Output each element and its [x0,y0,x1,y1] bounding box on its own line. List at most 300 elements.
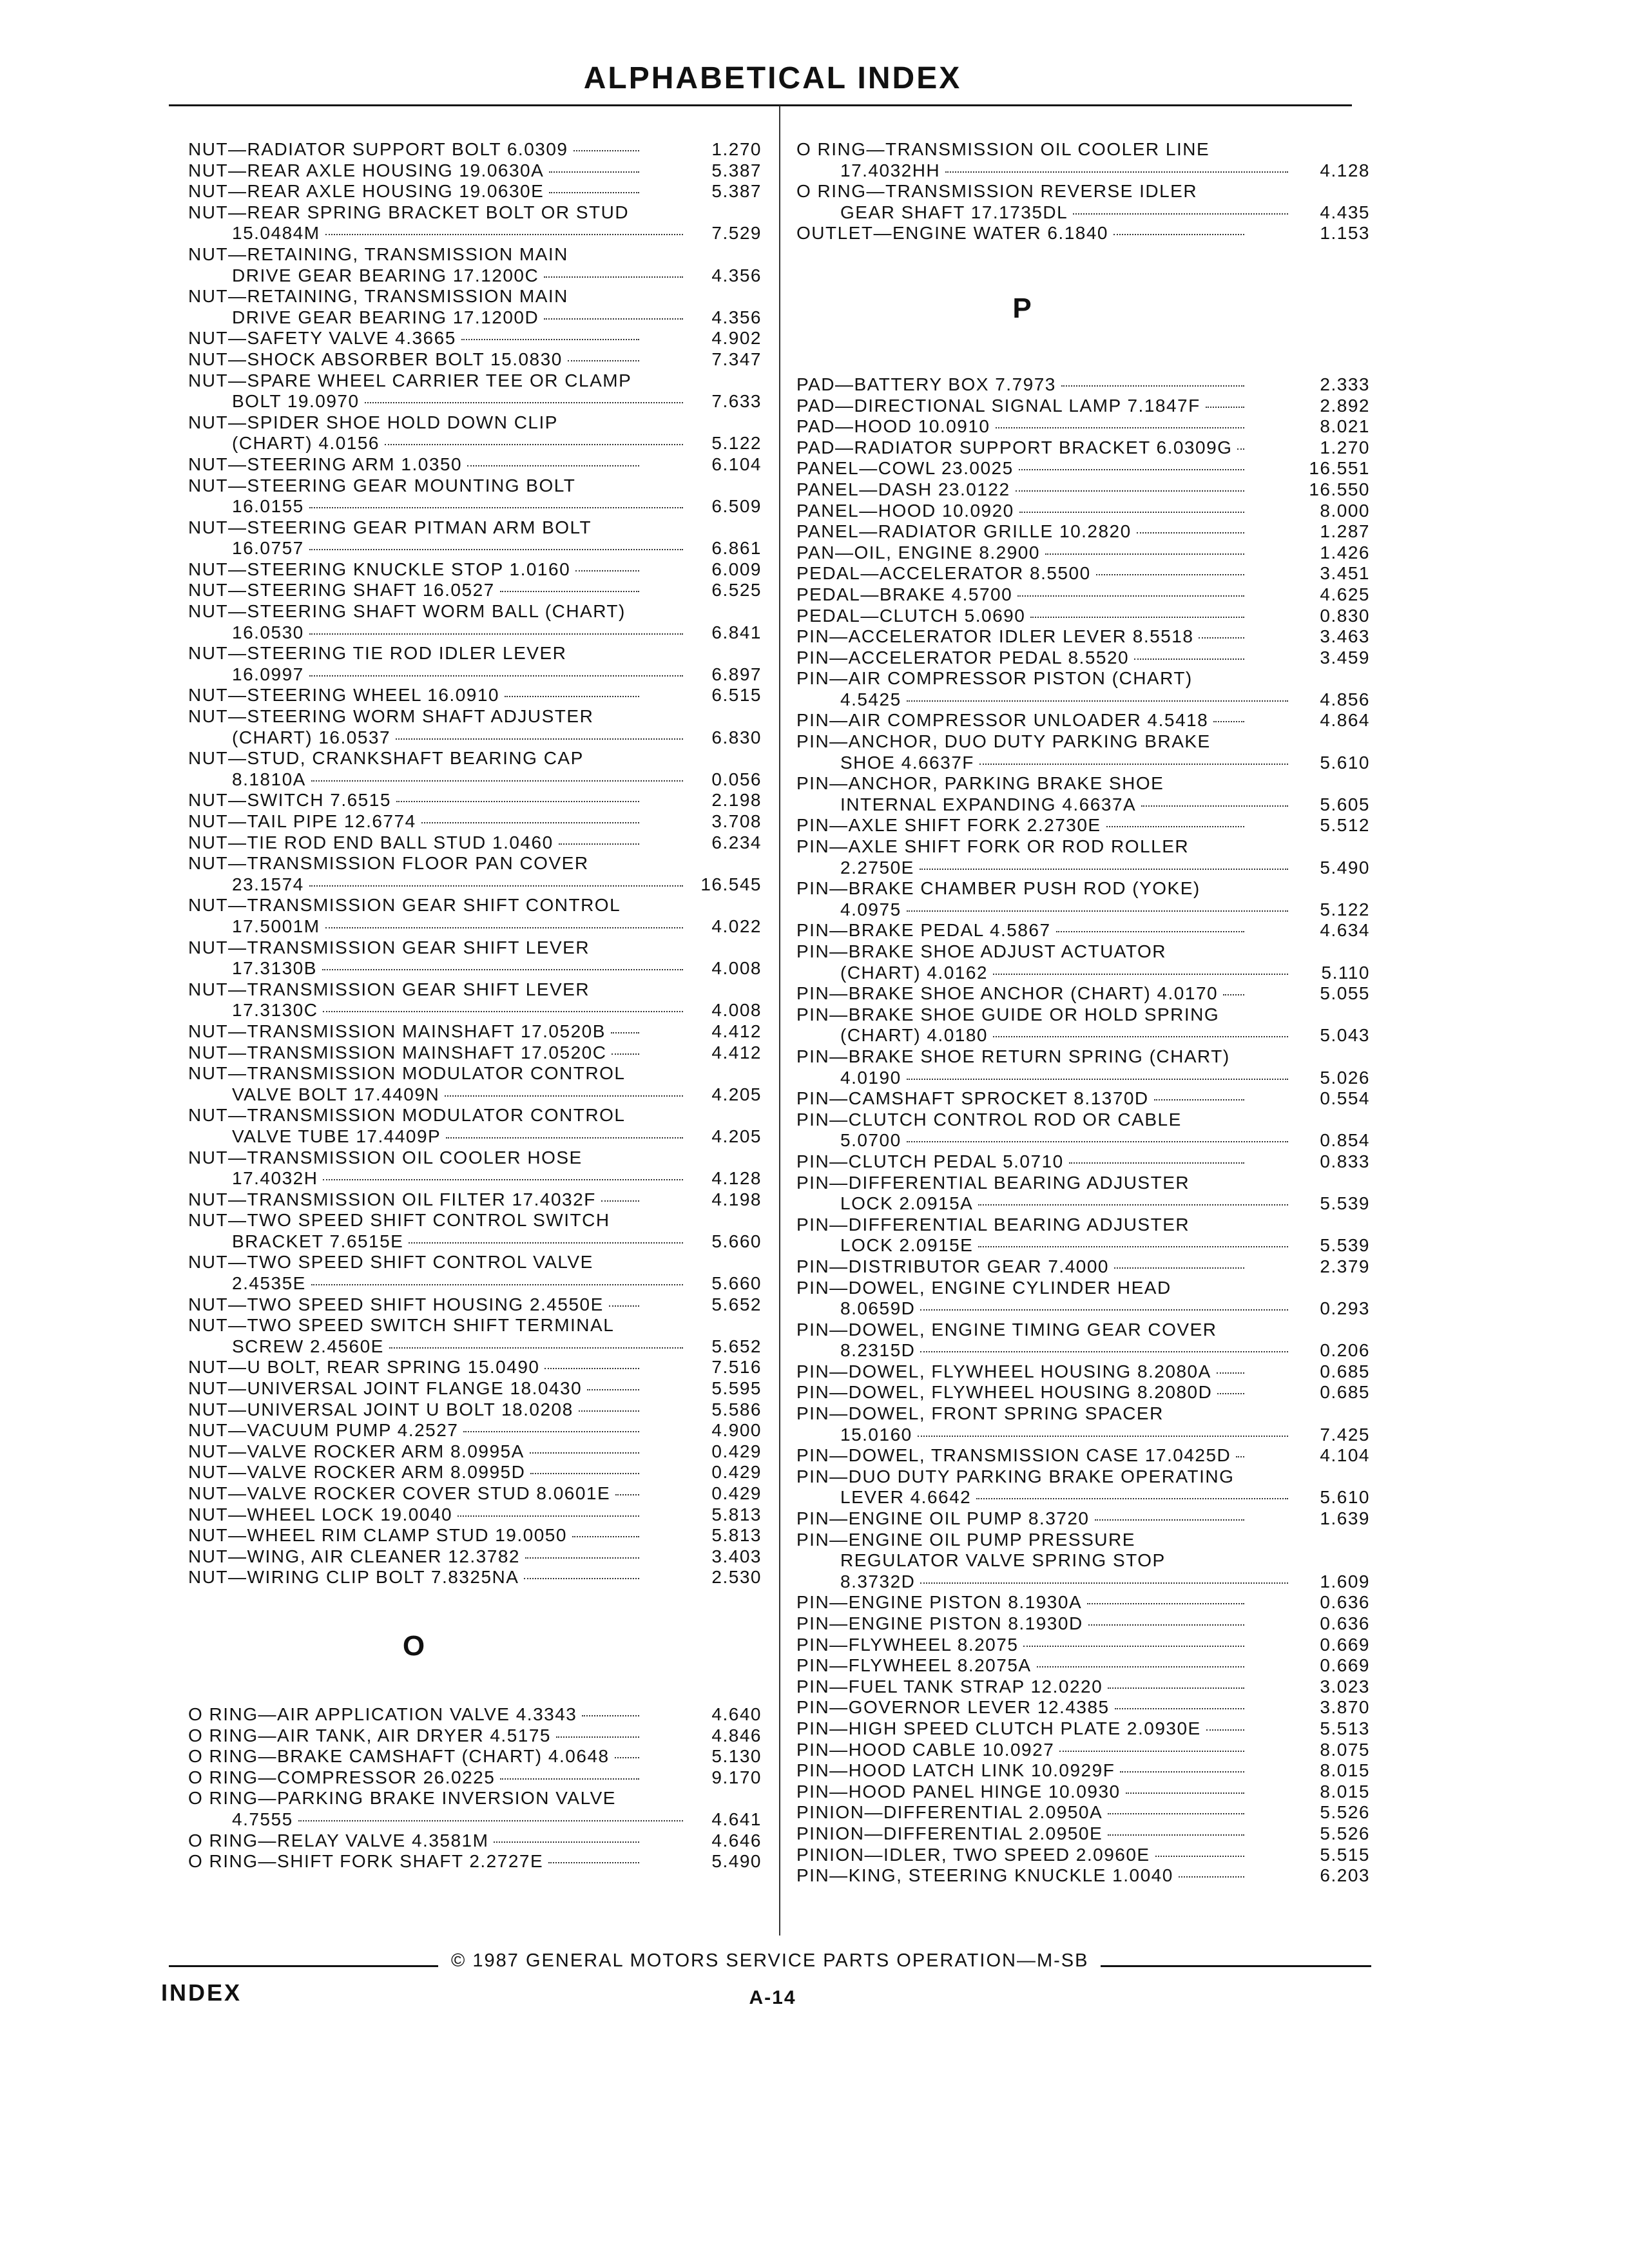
dot-leader [1155,1856,1244,1857]
page-number: A-14 [749,1987,796,2008]
entry-text: NUT—SPARE WHEEL CARRIER TEE OR CLAMP [188,370,632,390]
entry-text: PIN—FLYWHEEL 8.2075A [796,1655,1032,1676]
entry-text: 15.0484M [232,223,320,244]
section-o-entries [188,1704,762,1872]
index-entry [188,1441,762,1463]
index-entry [796,983,1376,1004]
entry-text: NUT—SWITCH 7.6515 [188,790,391,811]
entry-page-ref: 4.412 [711,1021,762,1041]
entry-text: NUT—WIRING CLIP BOLT 7.8325NA [188,1567,519,1588]
entry-page-ref: 4.356 [711,265,762,285]
entry-text: NUT—TRANSMISSION GEAR SHIFT CONTROL [188,895,621,916]
index-entry [796,139,1376,181]
index-entry [796,1215,1376,1256]
entry-text: NUT—WHEEL LOCK 19.0040 [188,1504,453,1524]
index-entry [188,601,762,643]
index-entry [796,479,1376,501]
entry-text: NUT—TRANSMISSION FLOOR PAN COVER [188,853,589,874]
dot-leader [1096,574,1244,575]
entry-text: NUT—STEERING GEAR MOUNTING BOLT [188,475,576,495]
dot-leader [1120,1771,1244,1773]
entry-page-ref: 4.198 [711,1189,762,1209]
index-entry [796,1151,1376,1173]
entry-text: PAN—OIL, ENGINE 8.2900 [796,542,1040,562]
entry-text: 4.7555 [232,1809,293,1829]
entry-page-ref: 9.170 [711,1767,762,1787]
entry-page-ref: 0.830 [1320,605,1370,626]
index-entry [796,521,1376,543]
index-entry [796,1403,1376,1445]
entry-text: LEVER 4.6642 [840,1487,972,1508]
entry-text: PIN—HIGH SPEED CLUTCH PLATE 2.0930E [796,1718,1201,1738]
entry-page-ref: 4.640 [711,1704,762,1724]
dot-leader [545,1368,639,1369]
index-entry [188,1399,762,1421]
index-entry [188,1021,762,1043]
entry-text: 8.0659D [840,1298,916,1319]
entry-text: PIN—GOVERNOR LEVER 12.4385 [796,1697,1110,1718]
entry-page-ref: 0.429 [711,1462,762,1483]
index-entry [188,139,762,160]
index-entry [188,286,762,328]
entry-text: PIN—ANCHOR, PARKING BRAKE SHOE [796,773,1164,794]
index-entry [796,1740,1376,1761]
entry-page-ref: 0.636 [1320,1592,1370,1613]
dot-leader [396,801,639,802]
index-entry [796,223,1376,244]
entry-text: PAD—HOOD 10.0910 [796,416,990,437]
entry-page-ref: 5.539 [1320,1235,1370,1256]
entry-page-ref: 5.610 [1320,752,1370,773]
index-entry [796,1635,1376,1656]
dot-leader [1108,1834,1244,1836]
title-rule [169,104,1352,106]
dot-leader [1206,407,1244,408]
entry-text: PIN—FUEL TANK STRAP 12.0220 [796,1676,1103,1696]
entry-text: PANEL—RADIATOR GRILLE 10.2820 [796,521,1132,542]
index-entry [796,563,1376,584]
index-entry [188,937,762,979]
entry-text: PANEL—DASH 23.0122 [796,479,1010,499]
entry-page-ref: 4.864 [1320,710,1370,731]
entry-text: O RING—COMPRESSOR 26.0225 [188,1767,496,1787]
dot-leader [978,1204,1288,1206]
dot-leader [544,276,683,278]
entry-text: 17.4032HH [840,160,941,180]
index-entry [188,1462,762,1483]
entry-text: NUT—TRANSMISSION GEAR SHIFT LEVER [188,979,590,999]
entry-page-ref: 6.861 [711,538,762,559]
entry-page-ref: 5.660 [711,1231,762,1251]
index-entry [188,181,762,202]
entry-page-ref: 6.234 [711,832,762,852]
entry-text: 4.0975 [840,899,901,919]
dot-leader [609,1305,639,1307]
dot-leader [548,1862,639,1863]
entry-text: PIN—AIR COMPRESSOR UNLOADER 4.5418 [796,710,1209,731]
index-entry [796,1845,1376,1866]
index-entry [188,1294,762,1316]
index-entry [188,1525,762,1546]
dot-leader [463,1431,639,1432]
dot-leader [525,1557,639,1559]
entry-page-ref: 6.009 [711,559,762,579]
entry-text: PIN—BRAKE SHOE RETURN SPRING (CHART) [796,1046,1230,1066]
entry-text: DRIVE GEAR BEARING 17.1200D [232,307,539,327]
entry-text: NUT—U BOLT, REAR SPRING 15.0490 [188,1357,540,1378]
dot-leader [979,764,1288,765]
dot-leader [556,1736,639,1738]
dot-leader [1114,1267,1244,1269]
dot-leader [1236,1456,1244,1457]
index-entry [796,416,1376,437]
dot-leader [612,1053,639,1055]
dot-leader [1016,490,1244,492]
entry-text: O RING—TRANSMISSION OIL COOLER LINE [796,139,1210,159]
dot-leader [568,360,639,361]
entry-page-ref: 7.347 [711,349,762,369]
dot-leader [1019,512,1244,513]
dot-leader [579,1410,639,1412]
entry-text: 5.0700 [840,1130,901,1151]
entry-text: PIN—ACCELERATOR IDLER LEVER 8.5518 [796,626,1194,647]
entry-page-ref: 6.830 [711,727,762,747]
entry-text: BRACKET 7.6515E [232,1231,404,1251]
entry-text: NUT—STEERING ARM 1.0350 [188,454,463,474]
left-column [188,139,762,1872]
entry-text: PIN—HOOD CABLE 10.0927 [796,1739,1055,1760]
entry-page-ref: 6.897 [711,664,762,684]
entry-text: O RING—PARKING BRAKE INVERSION VALVE [188,1788,616,1809]
index-entry [188,160,762,182]
entry-text: PIN—ENGINE PISTON 8.1930A [796,1592,1083,1613]
dot-leader [1217,1372,1244,1374]
dot-leader [907,910,1288,912]
dot-leader [1108,1813,1244,1814]
entry-text: PANEL—COWL 23.0025 [796,458,1014,479]
dot-leader [1115,1708,1244,1709]
dot-leader [396,738,683,740]
index-entry [796,374,1376,396]
entry-text: LOCK 2.0915E [840,1235,974,1256]
index-entry [796,181,1376,223]
entry-text: NUT—STEERING WHEEL 16.0910 [188,685,499,706]
entry-text: (CHART) 4.0156 [232,433,380,454]
entry-page-ref: 0.056 [711,769,762,789]
entry-text: NUT—STEERING KNUCKLE STOP 1.0160 [188,559,571,579]
index-entry [188,1504,762,1526]
entry-page-ref: 4.104 [1320,1445,1370,1466]
dot-leader [907,1079,1288,1080]
dot-leader [1088,1624,1244,1626]
dot-leader [920,1351,1288,1352]
index-entry [796,1530,1376,1593]
entry-text: 16.0757 [232,538,304,559]
entry-page-ref: 2.530 [711,1567,762,1588]
dot-leader [385,444,683,445]
entry-text: (CHART) 4.0162 [840,962,988,983]
entry-text: NUT—TRANSMISSION MODULATOR CONTROL [188,1105,626,1126]
dot-leader [976,1498,1288,1499]
entry-page-ref: 5.586 [711,1399,762,1419]
entry-page-ref: 5.043 [1320,1025,1370,1046]
entry-page-ref: 5.055 [1320,983,1370,1004]
footer-section-label: INDEX [161,1979,242,2006]
index-entry [188,643,762,685]
index-entry [796,1382,1376,1403]
index-entry [188,748,762,790]
entry-page-ref: 4.856 [1320,689,1370,709]
dot-leader [615,1494,639,1495]
index-entry [796,1046,1376,1088]
entry-text: 17.3130B [232,958,317,979]
dot-leader [1059,1751,1244,1752]
entry-text: NUT—VALVE ROCKER COVER STUD 8.0601E [188,1483,611,1503]
entry-page-ref: 1.153 [1320,223,1370,244]
index-entry [188,1704,762,1725]
entry-page-ref: 1.270 [1320,437,1370,457]
entry-page-ref: 3.451 [1320,563,1370,584]
entry-text: (CHART) 16.0537 [232,727,391,747]
entry-page-ref: 2.333 [1320,374,1370,394]
index-entry [188,370,762,412]
entry-page-ref: 4.412 [711,1042,762,1062]
entry-text: PINION—DIFFERENTIAL 2.0950A [796,1802,1103,1823]
entry-text: LOCK 2.0915A [840,1193,974,1214]
index-entry [188,476,762,517]
entry-text: PIN—FLYWHEEL 8.2075 [796,1634,1019,1655]
dot-leader [572,1536,639,1537]
entry-text: NUT—TRANSMISSION GEAR SHIFT LEVER [188,937,590,957]
entry-page-ref: 5.387 [711,160,762,180]
entry-page-ref: 0.636 [1320,1613,1370,1633]
dot-leader [1134,658,1244,660]
entry-text: 17.4032H [232,1168,318,1189]
dot-leader [907,700,1288,702]
entry-text: 8.3732D [840,1571,916,1591]
entry-text: O RING—BRAKE CAMSHAFT (CHART) 4.0648 [188,1746,610,1767]
index-entry [796,1508,1376,1530]
entry-text: SCREW 2.4560E [232,1336,384,1356]
dot-leader [500,591,639,592]
entry-page-ref: 3.459 [1320,647,1370,668]
entry-page-ref: 0.833 [1320,1151,1370,1171]
entry-text: PIN—ACCELERATOR PEDAL 8.5520 [796,647,1130,668]
index-entry [188,979,762,1021]
entry-page-ref: 5.515 [1320,1844,1370,1865]
index-entry [188,412,762,454]
index-entry [188,580,762,601]
entry-page-ref: 4.008 [711,958,762,979]
entry-page-ref: 16.545 [700,874,762,894]
entry-page-ref: 4.634 [1320,920,1370,941]
index-entry [188,706,762,748]
entry-text: PIN—ENGINE OIL PUMP 8.3720 [796,1508,1090,1529]
entry-text: PINION—DIFFERENTIAL 2.0950E [796,1823,1103,1843]
entry-text: NUT—STEERING WORM SHAFT ADJUSTER [188,706,594,727]
entry-page-ref: 0.669 [1320,1655,1370,1676]
index-entry [188,685,762,706]
index-entry [796,606,1376,627]
entry-text: PIN—AIR COMPRESSOR PISTON (CHART) [796,668,1193,689]
index-entry [796,1320,1376,1361]
entry-page-ref: 1.287 [1320,521,1370,542]
index-entry [796,1256,1376,1278]
entry-page-ref: 5.813 [711,1525,762,1546]
entry-text: PAD—DIRECTIONAL SIGNAL LAMP 7.1847F [796,395,1200,416]
entry-text: PIN—DUO DUTY PARKING BRAKE OPERATING [796,1466,1235,1486]
entry-text: O RING—TRANSMISSION REVERSE IDLER [796,181,1198,202]
footer-copyright: © 1987 GENERAL MOTORS SERVICE PARTS OPERATION—M-SB [451,1950,1089,1971]
dot-leader [559,843,639,845]
right-top-entries [796,139,1376,244]
index-entry [188,1043,762,1064]
entry-text: PAD—RADIATOR SUPPORT BRACKET 6.0309G [796,437,1233,457]
entry-text: NUT—TRANSMISSION OIL COOLER HOSE [188,1147,583,1168]
index-entry [796,501,1376,522]
entry-text: PIN—ANCHOR, DUO DUTY PARKING BRAKE [796,731,1211,752]
index-entry [796,1823,1376,1845]
dot-leader [1087,1603,1244,1604]
index-entry [188,1788,762,1830]
entry-text: PANEL—HOOD 10.0920 [796,500,1014,521]
entry-page-ref: 5.513 [1320,1718,1370,1738]
index-entry [188,328,762,349]
entry-page-ref: 2.892 [1320,395,1370,416]
entry-text: 15.0160 [840,1424,912,1445]
dot-leader [309,507,683,508]
index-entry [188,790,762,811]
entry-page-ref: 4.435 [1320,202,1370,222]
entry-page-ref: 5.110 [1321,962,1370,983]
index-entry [796,1760,1376,1782]
index-entry [796,941,1376,983]
column-divider [779,106,780,1936]
index-entry [796,437,1376,459]
dot-leader [920,1309,1288,1311]
entry-page-ref: 0.685 [1320,1382,1370,1403]
dot-leader [322,969,683,970]
entry-text: PIN—AXLE SHIFT FORK 2.2730E [796,815,1101,836]
dot-leader [1073,213,1288,215]
index-entry [796,1592,1376,1613]
entry-page-ref: 5.595 [711,1378,762,1399]
dot-leader [445,1095,683,1097]
index-entry [796,773,1376,815]
index-entry [188,349,762,370]
entry-text: 17.5001M [232,916,320,936]
index-entry [796,458,1376,479]
dot-leader [409,1242,683,1244]
entry-text: O RING—RELAY VALVE 4.3581M [188,1830,489,1850]
entry-text: 16.0997 [232,664,304,684]
entry-page-ref: 5.387 [711,181,762,202]
dot-leader [1019,469,1244,470]
entry-text: 2.4535E [232,1273,306,1294]
dot-leader [1069,1162,1244,1164]
index-entry [188,832,762,854]
entry-page-ref: 0.206 [1320,1340,1370,1361]
index-entry [188,454,762,476]
dot-leader [505,696,639,697]
entry-text: NUT—TRANSMISSION OIL FILTER 17.4032F [188,1189,596,1209]
entry-page-ref: 4.205 [711,1126,762,1146]
entry-text: PIN—BRAKE PEDAL 4.5867 [796,920,1051,941]
footer-rule-left [169,1965,438,1967]
section-p-entries [796,374,1376,1887]
index-entry [188,1851,762,1872]
entry-text: 23.1574 [232,874,304,894]
index-entry [796,1802,1376,1823]
index-entry [796,626,1376,648]
entry-text: NUT—VALVE ROCKER ARM 8.0995A [188,1441,525,1461]
entry-page-ref: 4.641 [711,1809,762,1829]
dot-leader [907,1141,1288,1142]
entry-text: PIN—BRAKE SHOE GUIDE OR HOLD SPRING [796,1004,1220,1024]
entry-page-ref: 3.708 [711,811,762,831]
dot-leader [365,402,683,403]
entry-page-ref: 4.205 [711,1084,762,1104]
entry-page-ref: 6.841 [711,622,762,642]
dot-leader [945,171,1288,173]
index-entry [188,1725,762,1747]
entry-page-ref: 8.075 [1320,1739,1370,1760]
index-entry [188,1546,762,1568]
dot-leader [500,1778,639,1780]
entry-text: NUT—TRANSMISSION MAINSHAFT 17.0520C [188,1042,607,1062]
entry-text: NUT—TIE ROD END BALL STUD 1.0460 [188,832,554,852]
entry-text: 16.0155 [232,496,304,517]
entry-text: NUT—STEERING TIE ROD IDLER LEVER [188,643,567,664]
entry-text: PEDAL—CLUTCH 5.0690 [796,605,1026,626]
dot-leader [325,927,683,928]
entry-page-ref: 5.526 [1320,1802,1370,1823]
entry-text: NUT—STUD, CRANKSHAFT BEARING CAP [188,748,584,769]
entry-page-ref: 0.669 [1320,1634,1370,1655]
entry-text: NUT—TWO SPEED SHIFT HOUSING 2.4550E [188,1294,604,1314]
dot-leader [978,1246,1288,1247]
footer-rule-right [1101,1965,1371,1967]
entry-page-ref: 2.198 [711,790,762,811]
entry-page-ref: 1.426 [1320,542,1370,562]
index-entry [796,648,1376,669]
entry-text: 8.1810A [232,769,306,789]
entry-text: PAD—BATTERY BOX 7.7973 [796,374,1056,394]
index-entry [796,1782,1376,1803]
entry-page-ref: 4.625 [1320,584,1370,604]
index-entry [796,1173,1376,1215]
dot-leader [574,150,639,151]
dot-leader [993,1036,1288,1037]
index-entry [796,1697,1376,1718]
entry-page-ref: 7.516 [711,1357,762,1378]
index-entry [188,1831,762,1852]
entry-text: PEDAL—ACCELERATOR 8.5500 [796,563,1091,584]
index-entry [796,1445,1376,1466]
index-entry [796,584,1376,606]
dot-leader [1199,637,1244,639]
index-entry [796,836,1376,878]
entry-page-ref: 5.122 [711,433,762,454]
entry-page-ref: 2.379 [1320,1256,1370,1276]
entry-text: PIN—CLUTCH CONTROL ROD OR CABLE [796,1109,1182,1129]
entry-text: NUT—UNIVERSAL JOINT U BOLT 18.0208 [188,1399,574,1419]
index-entry [796,1865,1376,1887]
entry-text: NUT—WING, AIR CLEANER 12.3782 [188,1546,520,1566]
entry-page-ref: 1.609 [1320,1571,1370,1591]
entry-page-ref: 0.429 [711,1441,762,1461]
index-entry [188,244,762,286]
